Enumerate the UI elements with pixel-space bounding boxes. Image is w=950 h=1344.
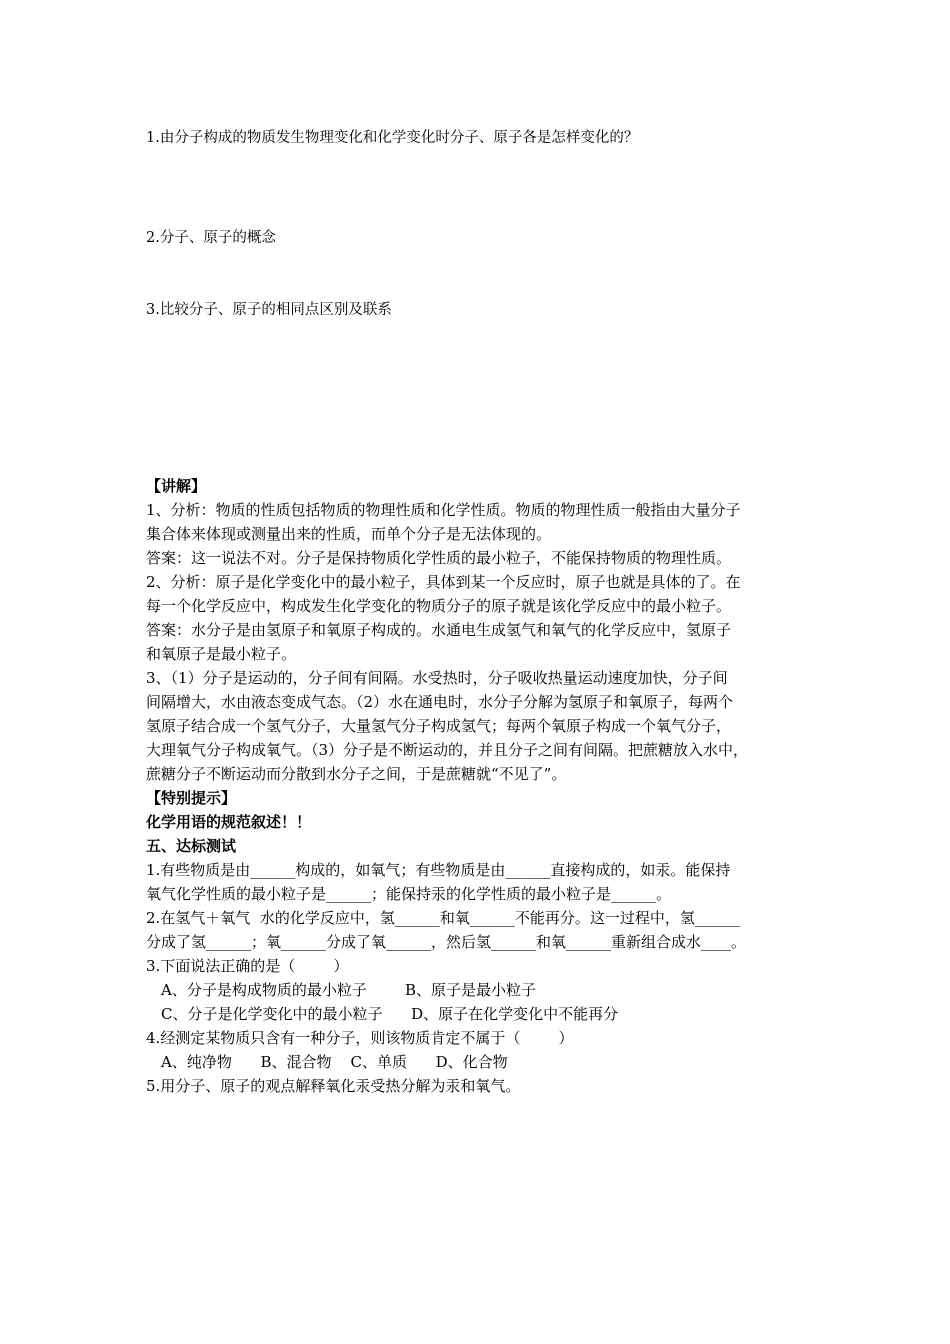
tips-heading: 【特别提示】: [146, 789, 237, 807]
test-line: 分成了氢______；氧______分成了氧______，然后氢______和氧______重新组合成水____。: [146, 933, 747, 951]
q4-options: A、纯净物 B、混合物 C、单质 D、化合物: [161, 1053, 508, 1071]
question-2-top: 2.分子、原子的概念: [146, 230, 276, 246]
explanation-line: 氢原子结合成一个氢气分子，大量氢气分子构成氢气；每两个氧原子构成一个氧气分子，: [146, 717, 732, 735]
explanation-line: 集合体来体现或测量出来的性质，而单个分子是无法体现的。: [146, 525, 552, 543]
test-line: 氧气化学性质的最小粒子是______；能保持汞的化学性质的最小粒子是______。: [146, 885, 672, 903]
explanation-line: 2、分析：原子是化学变化中的最小粒子，具体到某一个反应时，原子也就是具体的了。在: [146, 573, 741, 591]
explanation-line: 和氧原子是最小粒子。: [146, 645, 297, 663]
q3-options-row: C、分子是化学变化中的最小粒子 D、原子在化学变化中不能再分: [161, 1005, 619, 1023]
question-1-top: 1.由分子构成的物质发生物理变化和化学变化时分子、原子各是怎样变化的？: [146, 130, 639, 146]
explanation-line: 间隔增大，水由液态变成气态。（2）水在通电时，水分子分解为氢原子和氧原子，每两个: [146, 693, 734, 711]
test-heading: 五、达标测试: [146, 837, 237, 855]
test-line: 3.下面说法正确的是（ ）: [146, 957, 349, 975]
question-3-top: 3.比较分子、原子的相同点区别及联系: [146, 302, 392, 318]
explanation-line: 蔗糖分子不断运动而分散到水分子之间，于是蔗糖就“不见了”。: [146, 765, 567, 783]
explanation-line: 3、（1）分子是运动的，分子间有间隔。水受热时，分子吸收热量运动速度加快，分子间: [146, 669, 728, 687]
explanation-line: 答案：水分子是由氢原子和氧原子构成的。水通电生成氢气和氧气的化学反应中，氢原子: [146, 621, 732, 639]
explanation-line: 大理氧气分子构成氧气。（3）分子是不断运动的，并且分子之间有间隔。把蔗糖放入水中，: [146, 741, 749, 759]
test-line: 1.有些物质是由______构成的，如氧气；有些物质是由______直接构成的，如汞。能保持: [146, 861, 731, 879]
tips-text: 化学用语的规范叙述！！: [146, 813, 312, 831]
q4-text: 4.经测定某物质只含有一种分子，则该物质肯定不属于（ ）: [146, 1029, 574, 1047]
q3-options-row: A、分子是构成物质的最小粒子 B、原子是最小粒子: [161, 981, 537, 999]
test-line: 2.在氢气＋氧气 水的化学反应中，氢______和氧______不能再分。这一过程中，氢______: [146, 909, 740, 927]
explanation-line: 每一个化学反应中，构成发生化学变化的物质分子的原子就是该化学反应中的最小粒子。: [146, 597, 732, 615]
explanation-line: 答案：这一说法不对。分子是保持物质化学性质的最小粒子，不能保持物质的物理性质。: [146, 549, 732, 567]
explanation-line: 1、分析：物质的性质包括物质的物理性质和化学性质。物质的物理性质一般指由大量分子: [146, 501, 741, 519]
q5-text: 5.用分子、原子的观点解释氧化汞受热分解为汞和氧气。: [146, 1077, 521, 1095]
explanation-heading: 【讲解】: [146, 477, 207, 495]
